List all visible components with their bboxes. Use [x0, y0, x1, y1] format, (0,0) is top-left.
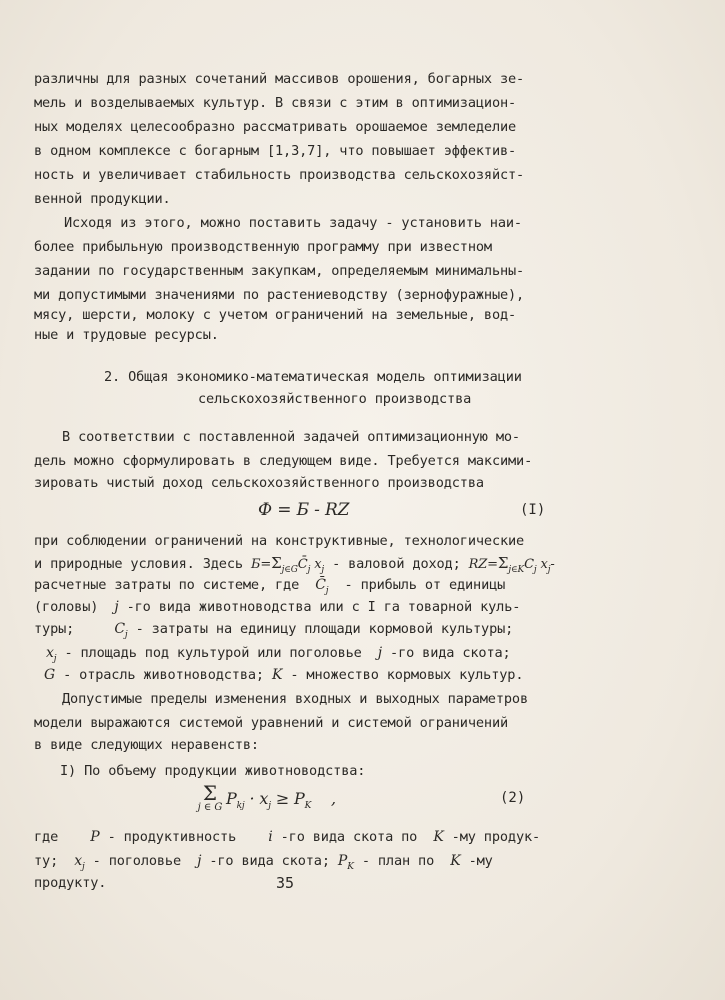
text-line: дель можно сформулировать в следующем виде. Требуется максими- [34, 453, 533, 469]
text-line: различны для разных сочетаний массивов орошения, богарных зе- [34, 71, 525, 87]
text-line: ных моделях целесообразно рассматривать орошаемое земледелие [34, 119, 517, 135]
text-line: мель и возделываемых культур. В связи с этим в оптимизацион- [34, 95, 517, 111]
text-line: зировать чистый доход сельскохозяйственного производства [34, 475, 484, 491]
text-line: В соответствии с поставленной задачей оптимизационную мо- [62, 429, 520, 445]
text-line: более прибыльную производственную программу при известном [34, 239, 492, 255]
text-line: ные и трудовые ресурсы. [34, 327, 219, 343]
text-line: Допустимые пределы изменения входных и выходных параметров [62, 691, 528, 707]
formula-gross-income: $Б=\Sigma_{j\in G}C̄_j$ $x_j$ [250, 554, 325, 575]
text-line: (головы) j -го вида животноводства или с I га товарной куль- [34, 599, 521, 615]
text-line: и природные условия. Здесь $Б=\Sigma_{j\in G}C̄_j$ $x_j$ - валовой доход; $RZ=\Sigma_{j\in K}C_j$ $x_j-$ [34, 554, 555, 575]
text-line: в виде следующих неравенств: [34, 737, 259, 753]
section-heading: 2. Общая экономико-математическая модель оптимизации [104, 369, 522, 385]
text-line: ми допустимыми значениями по растениеводству (зернофуражные), [34, 287, 525, 303]
text-line: расчетные затраты по системе, где $C̄_j$ - прибыль от единицы [34, 577, 506, 596]
list-item: I) По объему продукции животноводства: [60, 763, 366, 779]
text-line: $x_j$ - площадь под культурой или поголовье j -го вида скота; [46, 645, 511, 664]
formula-objective: Ф = Б - RZ [258, 500, 350, 520]
section-heading: сельскохозяйственного производства [198, 391, 472, 407]
text-line: Исходя из этого, можно поставить задачу - установить наи- [64, 215, 522, 231]
text-line: G - отрасль животноводства; K - множество кормовых культур. [44, 667, 524, 683]
text-line: ность и увеличивает стабильность производства сельскохозяйст- [34, 167, 525, 183]
text-line: модели выражаются системой уравнений и системой ограничений [34, 715, 509, 731]
text-line: при соблюдении ограничений на конструктивные, технологические [34, 533, 525, 549]
text-line: продукту. [34, 875, 107, 891]
text-line: венной продукции. [34, 191, 171, 207]
equation-number: (I) [520, 502, 546, 518]
text-line: где P - продуктивность i -го вида скота по K -му продук- [34, 829, 541, 845]
equation-number: (2) [500, 790, 526, 806]
page-number: 35 [276, 874, 295, 892]
text-line: задании по государственным закупкам, определяемым минимальны- [34, 263, 525, 279]
text-line: туры; $C_j$ - затраты на единицу площади кормовой культуры; [34, 621, 514, 640]
text-line: ту; $x_j$ - поголовье j -го вида скота; $P_K$ - план по K -му [34, 853, 493, 872]
text-line: в одном комплексе с богарным [1,3,7], что повышает эффектив- [34, 143, 517, 159]
text-line: мясу, шерсти, молоку с учетом ограничений на земельные, вод- [34, 307, 517, 323]
formula-costs: $RZ=\Sigma_{j\in K}C_j$ $x_j-$ [468, 554, 555, 575]
formula-constraint: Σ j ∈ G [197, 781, 223, 813]
formula-constraint-body: $P_{kj} \cdot x_j \ge P_K$ , [226, 789, 336, 811]
